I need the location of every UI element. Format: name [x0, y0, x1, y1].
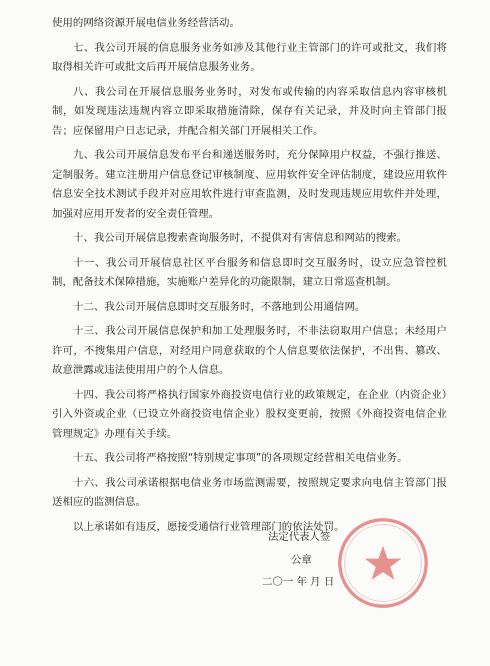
paragraph-9: 九、我公司开展信息发布平台和递送服务时，充分保障用户权益，不强行推送、定制服务。建立注册用户信息登记审核制度、应用软件安全评估制度，建设应用软件信息安全技术测试手段并对应用软件进行审查监测，及时发现违规应用软件并处理，加强对应用开发者的安全责任管理。 — [52, 149, 447, 220]
date-label: 二〇一 年 月 日 — [262, 576, 335, 588]
paragraph-16: 十六、我公司承诺根据电信业务市场监测需要，按照规定要求向电信主管部门报送相应的监测信息。 — [52, 476, 447, 508]
paragraph-7: 七、我公司开展的信息服务业务如涉及其他行业主管部门的许可或批文，我们将取得相关许可或批文后再开展信息服务业务。 — [52, 41, 447, 73]
paragraph-11: 十一、我公司开展信息社区平台服务和信息即时交互服务时，设立应急管控机制，配备技术保障措施，实施账户差异化的功能限制，建立日常巡查机制。 — [52, 256, 447, 288]
paragraph-14: 十四、我公司将严格执行国家外商投资电信行业的政策规定，在企业（内资企业）引入外资或企业（已设立外商投资电信企业）股权变更前，按照《外商投资电信企业管理规定》办理有关手续。 — [52, 388, 447, 440]
seal-label: 公章 — [291, 554, 312, 566]
paragraph-8: 八、我公司在开展信息服务业务时，对发布或传输的内容采取信息内容审核机制，如发现违法违规内容立即采取措施清除，保存有关记录，并及时向主管部门报告；应保留用户日志记录，并配合相关部门开展相关工作。 — [52, 85, 447, 137]
legal-rep-signature-label: 法定代表人签 — [268, 531, 331, 543]
document-body — [52, 14, 447, 542]
paragraph-12: 十二、我公司开展信息即时交互服务时，不落地到公用通信网。 — [73, 300, 366, 313]
paragraph-15: 十五、我公司将严格按照“特别规定事项”的各项规定经营相关电信业务。 — [73, 452, 408, 464]
paragraph-closing: 以上承诺如有违反，愿接受通信行业管理部门的依法处罚。 — [73, 520, 345, 533]
paragraph-intro-tail: 使用的网络资源开展电信业务经营活动。 — [52, 17, 240, 29]
company-seal-stamp — [335, 515, 431, 611]
paragraph-13: 十三、我公司开展信息保护和加工处理服务时，不非法窃取用户信息；未经用户许可，不搜集用户信息，对经用户同意获取的个人信息要依法保护，不出售、篡改、故意泄露或违法使用用户的个人信息。 — [52, 325, 447, 376]
paragraph-10: 十、我公司开展信息搜索查询服务时，不提供对有害信息和网站的搜索。 — [73, 232, 408, 244]
